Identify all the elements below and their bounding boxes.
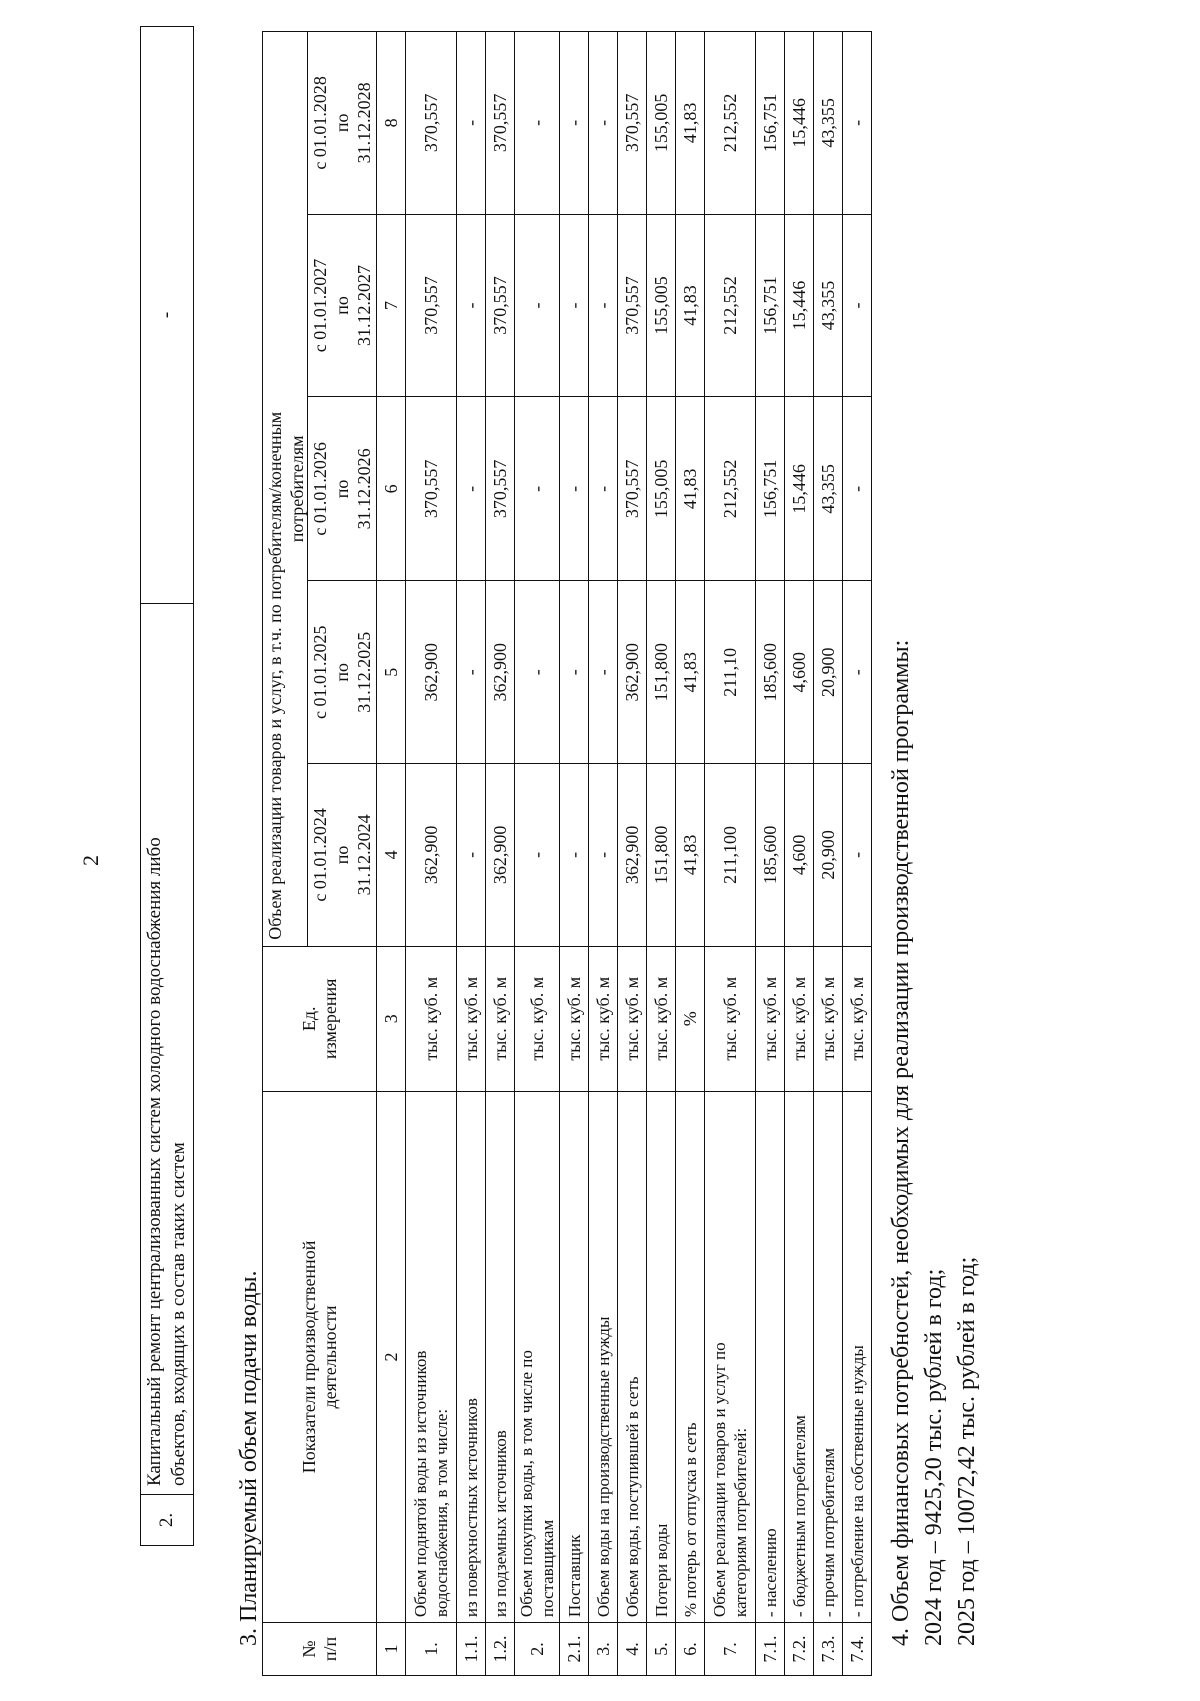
row-unit: тыс. куб. м bbox=[785, 946, 814, 1091]
table-row bbox=[589, 32, 618, 1676]
financial-needs-line: 2025 год – 10072,42 тыс. рублей в год; bbox=[954, 1256, 980, 1646]
row-indicator bbox=[814, 1091, 843, 1622]
indicator-line: Объем покупки воды, в том числе по bbox=[517, 1350, 536, 1618]
row-indicator bbox=[843, 1091, 872, 1622]
row-value: - bbox=[515, 397, 560, 581]
row-value: - bbox=[843, 764, 872, 947]
indicator-line: Поставщик bbox=[564, 1534, 584, 1618]
column-number: 7 bbox=[377, 214, 406, 397]
top-table bbox=[140, 26, 194, 1546]
table-body bbox=[406, 32, 872, 1676]
header-indicator: Показатели производственной деятельности bbox=[263, 1091, 377, 1622]
row-number: 7.4. bbox=[843, 1623, 872, 1676]
indicator-line: категориям потребителей: bbox=[731, 1427, 750, 1618]
row-indicator bbox=[515, 1091, 560, 1622]
row-value: - bbox=[560, 764, 589, 947]
row-value: 212,552 bbox=[705, 397, 756, 581]
row-value: 362,900 bbox=[618, 581, 647, 764]
row-unit: тыс. куб. м bbox=[560, 946, 589, 1091]
row-number: 7.1. bbox=[756, 1623, 785, 1676]
row-value: - bbox=[843, 214, 872, 397]
indicator-line: - населению bbox=[760, 1528, 780, 1618]
table-row bbox=[618, 32, 647, 1676]
row-value: - bbox=[457, 581, 486, 764]
table-row bbox=[515, 32, 560, 1676]
row-value: 370,557 bbox=[486, 397, 515, 581]
row-unit: тыс. куб. м bbox=[589, 946, 618, 1091]
table-row bbox=[814, 32, 843, 1676]
row-value: 4,600 bbox=[785, 581, 814, 764]
row-number: 7. bbox=[705, 1623, 756, 1676]
header-period: с 01.01.2026 по 31.12.2026 bbox=[308, 397, 377, 581]
row-value: - bbox=[515, 32, 560, 215]
row-indicator bbox=[785, 1091, 814, 1622]
row-indicator bbox=[560, 1091, 589, 1622]
row-value: 185,600 bbox=[756, 581, 785, 764]
header-unit: Ед. измерения bbox=[263, 946, 377, 1091]
row-indicator bbox=[457, 1091, 486, 1622]
row-value: 362,900 bbox=[486, 581, 515, 764]
column-number: 8 bbox=[377, 32, 406, 215]
row-value: 370,557 bbox=[486, 32, 515, 215]
row-value: 4,600 bbox=[785, 764, 814, 947]
row-value: - bbox=[560, 214, 589, 397]
row-value: 156,751 bbox=[756, 397, 785, 581]
row-unit: тыс. куб. м bbox=[486, 946, 515, 1091]
row-unit: тыс. куб. м bbox=[814, 946, 843, 1091]
financial-needs-section bbox=[885, 640, 984, 1646]
row-value: - bbox=[457, 214, 486, 397]
row-value: 156,751 bbox=[756, 214, 785, 397]
header-no: № п/п bbox=[263, 1623, 377, 1676]
row-value: 362,900 bbox=[486, 764, 515, 947]
row-value: - bbox=[141, 27, 194, 604]
row-value: 362,900 bbox=[406, 764, 457, 947]
column-number: 2 bbox=[377, 1091, 406, 1622]
indicator-line: Объем реализации товаров и услуг по bbox=[710, 1342, 729, 1618]
row-number: 2. bbox=[141, 1495, 194, 1546]
row-number: 2. bbox=[515, 1623, 560, 1676]
row-number: 1. bbox=[406, 1623, 457, 1676]
row-unit: тыс. куб. м bbox=[843, 946, 872, 1091]
header-period: с 01.01.2027 по 31.12.2027 bbox=[308, 214, 377, 397]
row-value: 370,557 bbox=[618, 32, 647, 215]
table-row bbox=[560, 32, 589, 1676]
row-value: 151,800 bbox=[647, 764, 676, 947]
row-value: - bbox=[589, 214, 618, 397]
table-row bbox=[647, 32, 676, 1676]
row-unit: тыс. куб. м bbox=[406, 946, 457, 1091]
row-value: 362,900 bbox=[406, 581, 457, 764]
row-value: 151,800 bbox=[647, 581, 676, 764]
row-unit: тыс. куб. м bbox=[457, 946, 486, 1091]
row-value: 370,557 bbox=[406, 397, 457, 581]
header-row bbox=[263, 32, 288, 1676]
row-value: 15,446 bbox=[785, 214, 814, 397]
row-unit: тыс. куб. м bbox=[756, 946, 785, 1091]
table-row bbox=[141, 27, 194, 1546]
table-row bbox=[457, 32, 486, 1676]
row-value: 20,900 bbox=[814, 581, 843, 764]
table-header bbox=[263, 32, 406, 1676]
row-value: 43,355 bbox=[814, 32, 843, 215]
row-value: 155,005 bbox=[647, 214, 676, 397]
header-spacer bbox=[287, 581, 308, 946]
table-row bbox=[406, 32, 457, 1676]
row-value: 370,557 bbox=[406, 32, 457, 215]
header-period: с 01.01.2025 по 31.12.2025 bbox=[308, 581, 377, 764]
row-unit: тыс. куб. м bbox=[647, 946, 676, 1091]
table-row bbox=[676, 32, 705, 1676]
row-unit: тыс. куб. м bbox=[515, 946, 560, 1091]
row-value: - bbox=[457, 764, 486, 947]
section-heading: 3. Планируемый объем подачи воды. bbox=[236, 1270, 262, 1646]
row-value: 370,557 bbox=[618, 397, 647, 581]
row-value: - bbox=[457, 32, 486, 215]
row-value: 41,83 bbox=[676, 581, 705, 764]
indicator-line: из подземных источников bbox=[490, 1430, 510, 1618]
row-value: 41,83 bbox=[676, 214, 705, 397]
row-value: - bbox=[843, 581, 872, 764]
row-value: 370,557 bbox=[406, 214, 457, 397]
row-value: 370,557 bbox=[486, 214, 515, 397]
row-indicator bbox=[406, 1091, 457, 1622]
indicator-line: % потерь от отпуска в сеть bbox=[680, 1422, 700, 1618]
row-value: - bbox=[457, 397, 486, 581]
row-value: - bbox=[515, 764, 560, 947]
row-value: 370,557 bbox=[618, 214, 647, 397]
row-value: 41,83 bbox=[676, 764, 705, 947]
table-row bbox=[785, 32, 814, 1676]
indicator-line: Объем воды, поступившей в сеть bbox=[622, 1376, 642, 1618]
header-period: с 01.01.2024 по 31.12.2024 bbox=[308, 764, 377, 947]
row-number: 7.3. bbox=[814, 1623, 843, 1676]
row-value: 185,600 bbox=[756, 764, 785, 947]
row-indicator bbox=[589, 1091, 618, 1622]
row-indicator bbox=[705, 1091, 756, 1622]
row-unit: % bbox=[676, 946, 705, 1091]
row-value: - bbox=[589, 397, 618, 581]
row-number: 3. bbox=[589, 1623, 618, 1676]
header-period: с 01.01.2028 по 31.12.2028 bbox=[308, 32, 377, 215]
row-value: - bbox=[843, 32, 872, 215]
row-value: - bbox=[515, 214, 560, 397]
table-row bbox=[756, 32, 785, 1676]
financial-needs-heading: 4. Объем финансовых потребностей, необходимых для реализации производственной программы: bbox=[888, 639, 914, 1646]
row-value: 41,83 bbox=[676, 32, 705, 215]
water-supply-table bbox=[262, 31, 872, 1676]
row-value: 211,100 bbox=[705, 764, 756, 947]
row-value: 155,005 bbox=[647, 397, 676, 581]
row-value: - bbox=[589, 581, 618, 764]
row-number: 1.2. bbox=[486, 1623, 515, 1676]
indicator-line: Потери воды bbox=[651, 1523, 671, 1618]
row-number: 1.1. bbox=[457, 1623, 486, 1676]
row-value: 212,552 bbox=[705, 214, 756, 397]
column-number: 1 bbox=[377, 1623, 406, 1676]
indicator-line: - прочим потребителям bbox=[818, 1448, 838, 1618]
row-number: 4. bbox=[618, 1623, 647, 1676]
header-spacer bbox=[287, 32, 308, 397]
table-row bbox=[486, 32, 515, 1676]
indicator-line: водоснабжения, в том числе: bbox=[432, 1408, 451, 1618]
table-row bbox=[705, 32, 756, 1676]
row-value: - bbox=[560, 581, 589, 764]
financial-needs-line: 2024 год – 9425,20 тыс. рублей в год; bbox=[921, 1268, 947, 1646]
row-indicator bbox=[676, 1091, 705, 1622]
indicator-line: поставщикам bbox=[538, 1519, 557, 1618]
indicator-line: Объем воды на производственные нужды bbox=[593, 1316, 613, 1618]
row-number: 7.2. bbox=[785, 1623, 814, 1676]
row-value: 20,900 bbox=[814, 764, 843, 947]
row-value: 156,751 bbox=[756, 32, 785, 215]
header-group-continuation: потребителям bbox=[287, 397, 308, 581]
indicator-line: - потребление на собственные нужды bbox=[847, 1345, 867, 1618]
row-value: 362,900 bbox=[618, 764, 647, 947]
row-value: 15,446 bbox=[785, 32, 814, 215]
row-value: 43,355 bbox=[814, 214, 843, 397]
row-number: 5. bbox=[647, 1623, 676, 1676]
column-number-row bbox=[377, 32, 406, 1676]
indicator-line: из поверхностных источников bbox=[461, 1398, 481, 1618]
indicator-line: Объем поднятой воды из источников bbox=[411, 1350, 430, 1618]
row-number: 6. bbox=[676, 1623, 705, 1676]
row-value: 211,10 bbox=[705, 581, 756, 764]
header-volume-group: Объем реализации товаров и услуг, в т.ч. по потребителям/конечным bbox=[263, 32, 288, 947]
row-indicator bbox=[486, 1091, 515, 1622]
row-indicator bbox=[756, 1091, 785, 1622]
row-value: - bbox=[843, 397, 872, 581]
row-indicator bbox=[618, 1091, 647, 1622]
row-value: - bbox=[589, 32, 618, 215]
row-indicator bbox=[647, 1091, 676, 1622]
row-unit: тыс. куб. м bbox=[705, 946, 756, 1091]
row-value: 155,005 bbox=[647, 32, 676, 215]
row-number: 2.1. bbox=[560, 1623, 589, 1676]
row-value: - bbox=[560, 32, 589, 215]
row-value: 15,446 bbox=[785, 397, 814, 581]
row-value: - bbox=[515, 581, 560, 764]
column-number: 6 bbox=[377, 397, 406, 581]
row-description bbox=[141, 604, 194, 1495]
page-number: 2 bbox=[78, 855, 103, 866]
indicator-line: - бюджетным потребителям bbox=[789, 1415, 809, 1618]
row-unit: тыс. куб. м bbox=[618, 946, 647, 1091]
row-value: 41,83 bbox=[676, 397, 705, 581]
description-line: объектов, входящих в состав таких систем bbox=[168, 1142, 189, 1486]
row-value: - bbox=[560, 397, 589, 581]
row-value: 212,552 bbox=[705, 32, 756, 215]
row-value: 43,355 bbox=[814, 397, 843, 581]
table-row bbox=[843, 32, 872, 1676]
column-number: 5 bbox=[377, 581, 406, 764]
description-line: Капитальный ремонт централизованных систем холодного водоснабжения либо bbox=[144, 837, 165, 1486]
column-number: 4 bbox=[377, 764, 406, 947]
column-number: 3 bbox=[377, 946, 406, 1091]
row-value: - bbox=[589, 764, 618, 947]
